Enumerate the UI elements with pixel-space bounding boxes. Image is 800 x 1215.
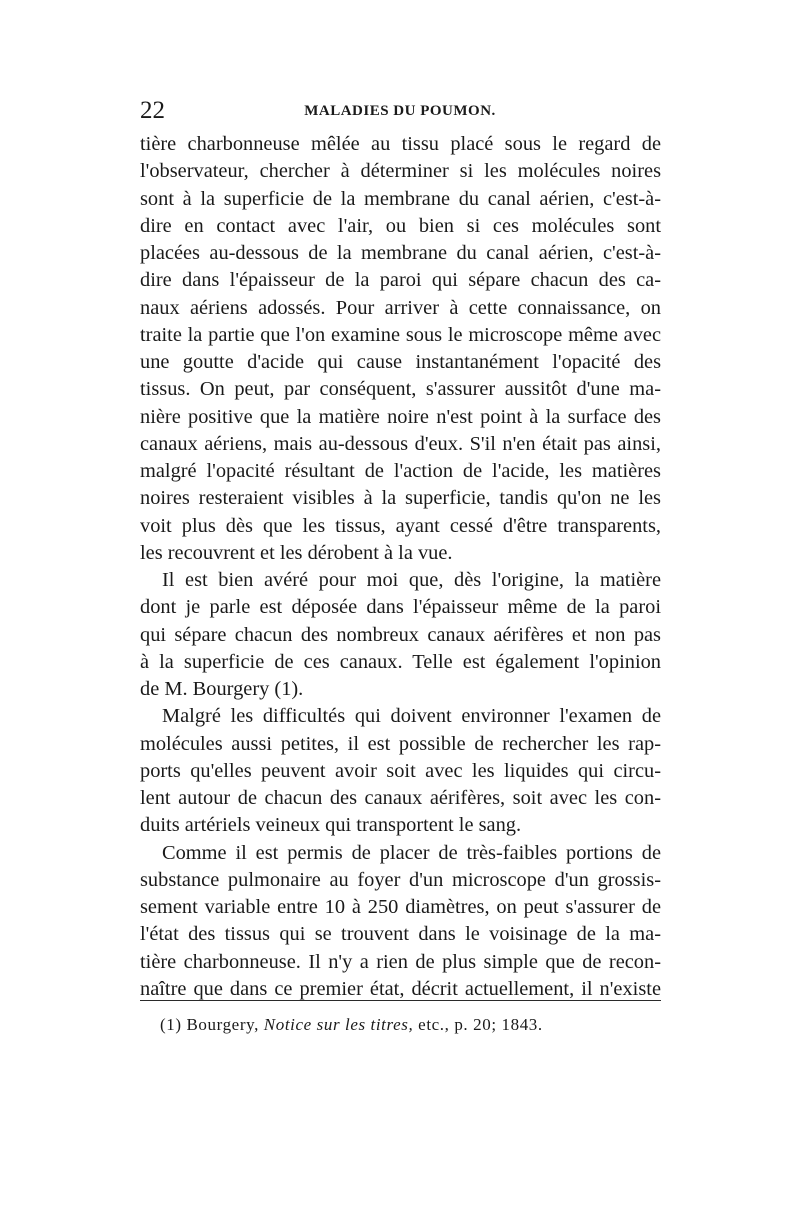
text-line: qui sépare chacun des nombreux canaux aérifères et non pas: [140, 623, 661, 646]
text-line: traite la partie que l'on examine sous le microscope même avec: [140, 323, 661, 346]
text-line: malgré l'opacité résultant de l'action de l'acide, les matières: [140, 460, 661, 482]
footnote-title: Notice sur les titres,: [263, 1015, 414, 1034]
text-line: à la superficie de ces canaux. Telle est également l'opinion: [140, 650, 661, 673]
footnote-marker: (1): [160, 1015, 182, 1034]
text-line: les recouvrent et les dérobent à la vue.: [140, 541, 453, 564]
text-line: sement variable entre 10 à 250 diamètres, on peut s'assurer de: [140, 896, 661, 918]
text-line: substance pulmonaire au foyer d'un microscope d'un grossis-: [140, 868, 661, 891]
text-line: dire en contact avec l'air, ou bien si ces molécules sont: [140, 214, 661, 237]
paragraph-start-line: Malgré les difficultés qui doivent environner l'examen de: [162, 705, 661, 728]
text-line: sont à la superficie de la membrane du canal aérien, c'est-à-: [140, 187, 661, 210]
text-line: placées au-dessous de la membrane du canal aérien, c'est-à-: [140, 242, 661, 264]
text-line: canaux aériens, mais au-dessous d'eux. S'il n'en était pas ainsi,: [140, 432, 661, 455]
footnote-divider: [140, 1000, 661, 1001]
text-line: lent autour de chacun des canaux aérifères, soit avec les con-: [140, 787, 661, 809]
footnote-reference: etc., p. 20; 1843.: [418, 1015, 543, 1034]
text-line: tière charbonneuse. Il n'y a rien de plus simple que de recon-: [140, 950, 661, 973]
text-line: dont je parle est déposée dans l'épaisseur même de la paroi: [140, 596, 661, 619]
text-line: voit plus dès que les tissus, ayant cessé d'être transparents,: [140, 514, 661, 537]
running-head: [140, 96, 660, 126]
text-line: une goutte d'acide qui cause instantanément l'opacité des: [140, 351, 661, 373]
paragraph-start-line: Comme il est permis de placer de très-faibles portions de: [162, 841, 661, 864]
text-line: de M. Bourgery (1).: [140, 678, 304, 700]
text-line: naître que dans ce premier état, décrit actuellement, il n'existe: [140, 977, 661, 1000]
text-line: tissus. On peut, par conséquent, s'assurer aussitôt d'une ma-: [140, 378, 661, 401]
footnote: [160, 1013, 543, 1037]
body-text: [140, 131, 661, 1003]
text-line: naux aériens adossés. Pour arriver à cette connaissance, on: [140, 296, 661, 319]
text-line: tière charbonneuse mêlée au tissu placé sous le regard de: [140, 133, 661, 155]
page-number: 22: [140, 97, 165, 124]
footnote-author: Bourgery,: [186, 1015, 259, 1034]
text-line: nière positive que la matière noire n'est point à la surface des: [140, 405, 661, 428]
text-line: noires resteraient visibles à la superficie, tandis qu'on ne les: [140, 487, 661, 510]
text-line: duits artériels veineux qui transportent le sang.: [140, 814, 522, 837]
text-line: dire dans l'épaisseur de la paroi qui sépare chacun des ca-: [140, 269, 661, 292]
text-line: ports qu'elles peuvent avoir soit avec les liquides qui circu-: [140, 759, 661, 782]
text-line: l'état des tissus qui se trouvent dans le voisinage de la ma-: [140, 923, 661, 946]
running-title: MALADIES DU POUMON.: [304, 103, 496, 119]
paragraph-start-line: Il est bien avéré pour moi que, dès l'origine, la matière: [162, 569, 661, 591]
text-line: l'observateur, chercher à déterminer si les molécules noires: [140, 160, 661, 183]
text-line: molécules aussi petites, il est possible de rechercher les rap-: [140, 732, 661, 755]
